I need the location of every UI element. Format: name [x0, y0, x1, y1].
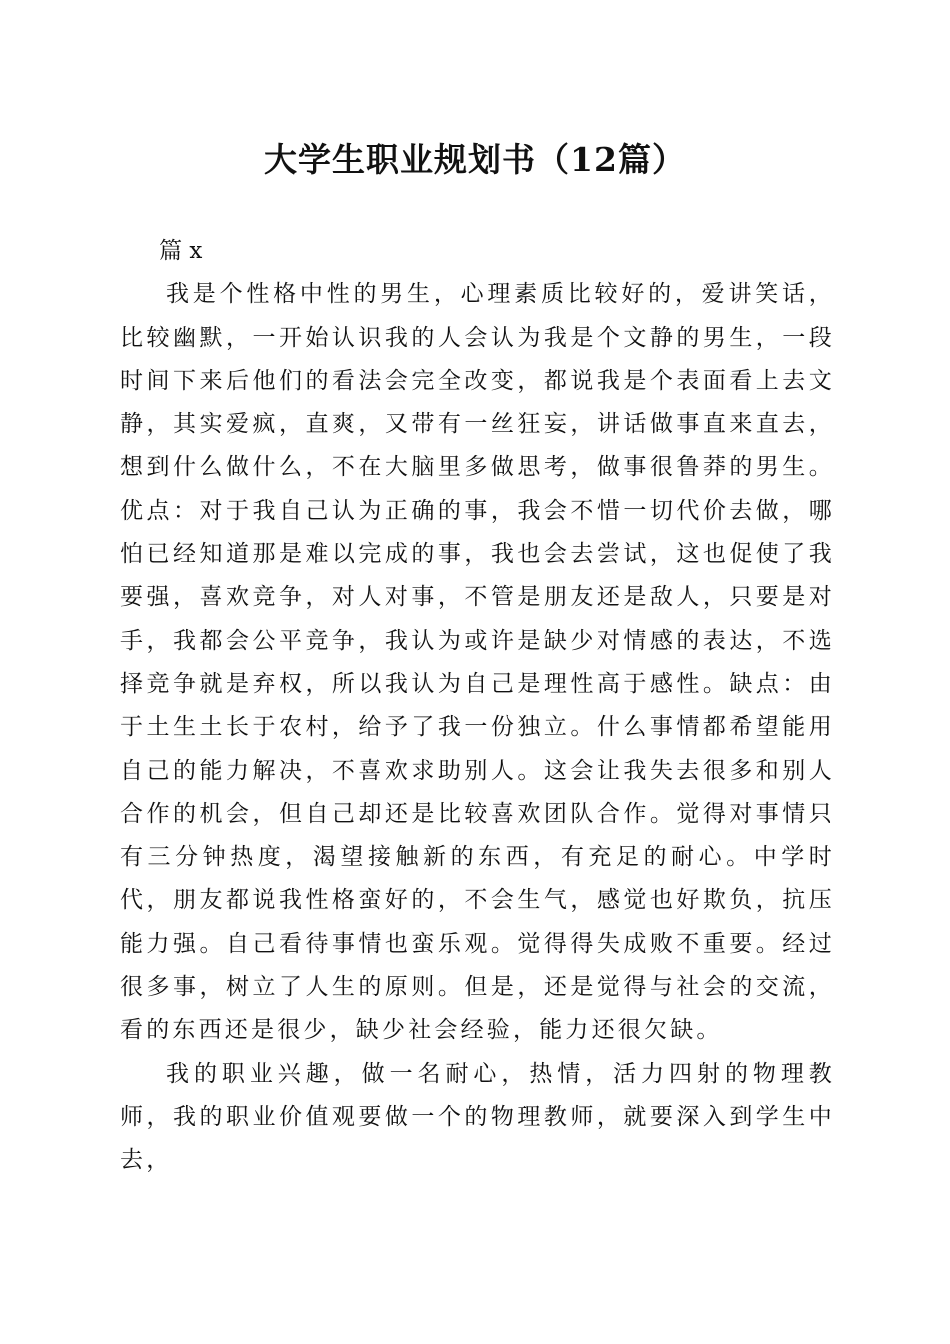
paragraph-career-interest: 我的职业兴趣，做一名耐心，热情，活力四射的物理教师，我的职业价值观要做一个的物理教师，就要深入到学生中去， [120, 1060, 835, 1174]
paragraph-personality: 我是个性格中性的男生，心理素质比较好的，爱讲笑话，比较幽默，一开始认识我的人会认为我是个文静的男生，一段时间下来后他们的看法会完全改变，都说我是个表面看上去文静，其实爱疯，直爽，又带有一丝狂妄，讲话做事直来直去，想到什么做什么，不在大脑里多做思考，做事很鲁莽的男生。优点：对于我自己认为正确的事，我会不惜一切代价去做，哪怕已经知道那是难以完成的事，我也会去尝试，这也促使了我要强，喜欢竞争，对人对事，不管是朋友还是敌人，只要是对手，我都会公平竞争，我认为或许是缺少对情感的表达，不选择竞争就是弃权，所以我认为自己是理性高于感性。缺点：由于土生土长于农村，给予了我一份独立。什么事情都希望能用自己的能力解决，不喜欢求助别人。这会让我失去很多和别人合作的机会，但自己却还是比较喜欢团队合作。觉得对事情只有三分钟热度，渴望接触新的东西，有充足的耐心。中学时代，朋友都说我性格蛮好的，不会生气，感觉也好欺负，抗压能力强。自己看待事情也蛮乐观。觉得得失成败不重要。经过很多事，树立了人生的原则。但是，还是觉得与社会的交流，看的东西还是很少，缺少社会经验，能力还很欠缺。 [120, 281, 835, 1044]
document-title: 大学生职业规划书（12篇） [264, 140, 686, 179]
document-body [120, 230, 835, 1183]
section-label: 篇 x [159, 238, 203, 264]
